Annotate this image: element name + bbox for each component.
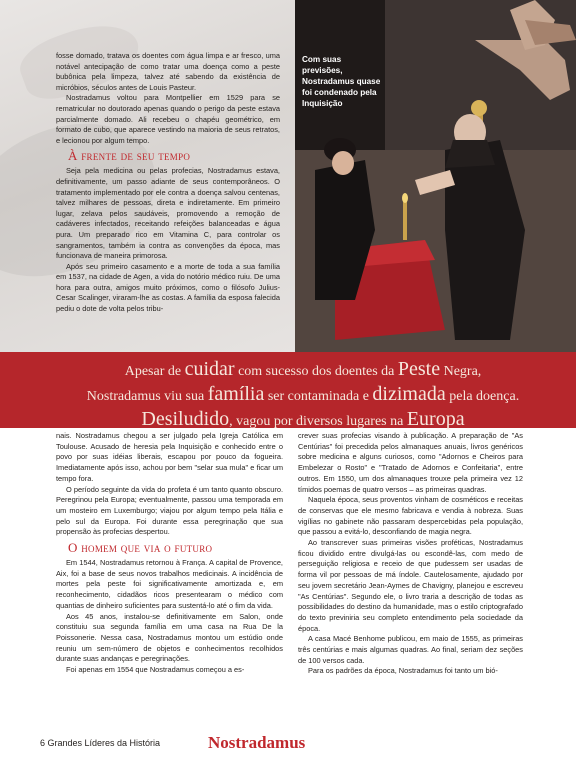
- photo-illustration: [295, 0, 576, 352]
- section-heading: O homem que via o futuro: [68, 540, 213, 556]
- right-text-column: [298, 431, 523, 677]
- paragraph: crever suas profecias visando à publicação. A preparação de "As Centúrias" foi precedida pelos almanaques anuais, livros genéricos sobre medicina e alguns curiosos, como "Adornos e Cheiros para Embelezar o Rosto" e "Tratado de Adornos e Confeitaria", entre outros. Em 1550, um dos almanaques trouxe pela primeira vez 12 tímidos poemas de quatro versos – as primeiras quadras.: [298, 431, 523, 494]
- pull-quote-text: Negra,: [440, 364, 482, 379]
- pull-quote-line: [0, 383, 576, 408]
- section-heading: À frente de seu tempo: [68, 148, 191, 164]
- pull-quote-banner: [0, 352, 576, 428]
- paragraph: nais. Nostradamus chegou a ser julgado pela Igreja Católica em Toulouse. Acusado de heresia pela Inquisição e conhecido entre o povo por suas idéias liberais, escapou por pouco da fogueira. Imediatamente após isso, achou por bem "selar sua mula" e ficar um tempo fora.: [56, 431, 283, 483]
- pull-quote-emphasis: dizimada: [372, 383, 446, 405]
- paragraph: Naquela época, seus proventos vinham de cosméticos e receitas de conservas que ele mesmo fabricava e vendia à nobreza. Suas vigílias no gabinete não passaram despercebidas pela população, que passou a evitá-lo, desconfiando de magia negra.: [298, 495, 523, 537]
- paragraph: Ao transcrever suas primeiras visões proféticas, Nostradamus ficou dividido entre divulgá-las ou escondê-las, com medo de perseguição religiosa e receio de que pudessem ser usadas de forma vil por pessoas de má índole. Cautelosamente, ajudado por seu jovem secretário Jean-Aymes de Chavigny, planejou e escreveu "As Centúrias". Segundo ele, o livro traria a descrição de todas as possibilidades do destino da humanidade, mas o estilo criptografado do texto previniria seu completo entendimento pela sociedade da época.: [298, 538, 523, 633]
- left-text-column: [56, 431, 283, 676]
- top-text-column: [56, 51, 280, 315]
- paragraph: Aos 45 anos, instalou-se definitivamente em Salon, onde constituiu sua segunda família em uma casa na Rua De la Poissonerie. Nessa casa, Nostradamus montou um estúdio onde reuniu um sem-número de objetos e conhecimentos recolhidos durante suas andanças e peregrinações.: [56, 611, 283, 664]
- pull-quote-line: [0, 408, 576, 433]
- footer-page-label: 6 Grandes Líderes da História: [40, 738, 161, 748]
- pull-quote-line: [0, 352, 576, 383]
- pull-quote-text: Apesar de: [124, 364, 185, 379]
- pull-quote-emphasis: família: [207, 383, 265, 405]
- paragraph: Nostradamus voltou para Montpellier em 1529 para se rematricular no doutorado apenas quando o perigo da peste estava parcialmente domado. Ali recebeu o chapéu geométrico, em formato de cubo, que aparece vestindo na maioria de seus retratos, e lecionou por algum tempo.: [56, 93, 280, 145]
- photo-caption: Com suas previsões, Nostradamus quase foi condenado pela Inquisição: [302, 55, 381, 108]
- pull-quote-text: , vagou por diversos lugares na: [229, 414, 407, 429]
- pull-quote-text: ser contaminada e: [264, 389, 373, 404]
- pull-quote-text: com sucesso dos doentes da: [234, 364, 398, 379]
- pull-quote-emphasis: cuidar: [184, 358, 235, 380]
- inquisition-scene-photo: [295, 0, 576, 352]
- pull-quote-emphasis: Europa: [406, 408, 465, 430]
- paragraph: Após seu primeiro casamento e a morte de toda a sua família em 1537, na cidade de Agen, a vida do notório médico ruiu. De uma hora para outra, amigos muito próximos, como o filósofo Julius-Cesar Scalinger, viraram-lhe as costas. A família da esposa falecida pediu o dote de volta pelos tribu-: [56, 261, 280, 314]
- pull-quote-emphasis: Peste: [397, 358, 441, 380]
- paragraph: Foi apenas em 1554 que Nostradamus começou a es-: [66, 665, 245, 675]
- paragraph: A casa Macé Benhome publicou, em maio de 1555, as primeiras três centúrias e mais algumas quadras. Ao final, seriam dez seções de 100 versos cada.: [298, 634, 523, 665]
- paragraph: O período seguinte da vida do profeta é um tanto quanto obscuro. Peregrinou pela Europa; eventualmente, passou uma temporada em um mosteiro em Luxemburgo; viajou por algum tempo pela Itália e pelo sul da Europa. Foi durante essa peregrinação que sua propensão às profecias despertou.: [56, 484, 283, 537]
- pull-quote-text: Nostradamus viu sua: [86, 389, 208, 404]
- pull-quote-text: pela doença.: [445, 389, 520, 404]
- footer-title: Nostradamus: [208, 733, 306, 752]
- paragraph: Em 1544, Nostradamus retornou à França. A capital de Provence, Aix, foi a base de seus novos trabalhos medicinais. A incidência de mortes pela peste foi significativamente amortizada e, em reconhecimento, cidadãos ricos presentearam o médico com quantias de dinheiro suficientes para sustentá-lo até o fim da vida.: [56, 558, 283, 610]
- paragraph: fosse domado, tratava os doentes com água limpa e ar fresco, uma notável antecipação de como tratar uma doença como a peste bubônica pela limpeza, talvez até sabendo da existência de micróbios, séculos antes de Louis Pasteur.: [56, 51, 280, 92]
- paragraph: Seja pela medicina ou pelas profecias, Nostradamus estava, definitivamente, um passo adiante de seus contemporâneos. O tratamento implementado por ele contra a doença salvou centenas, talvez milhares de pessoas, direta e indiretamente. Em primeiro lugar, zelava pelos saudáveis, promovendo a remoção de cadáveres infectados, receitando refeições balanceadas e água pura. Um preparado rico em Vitamina C, para controlar os sangramentos, também ia contra as convenções da época, mas funcionava de maneira primorosa.: [56, 166, 280, 261]
- pull-quote-emphasis: Desiludido: [141, 408, 230, 430]
- paragraph: Para os padrões da época, Nostradamus foi tanto um bió-: [308, 666, 498, 676]
